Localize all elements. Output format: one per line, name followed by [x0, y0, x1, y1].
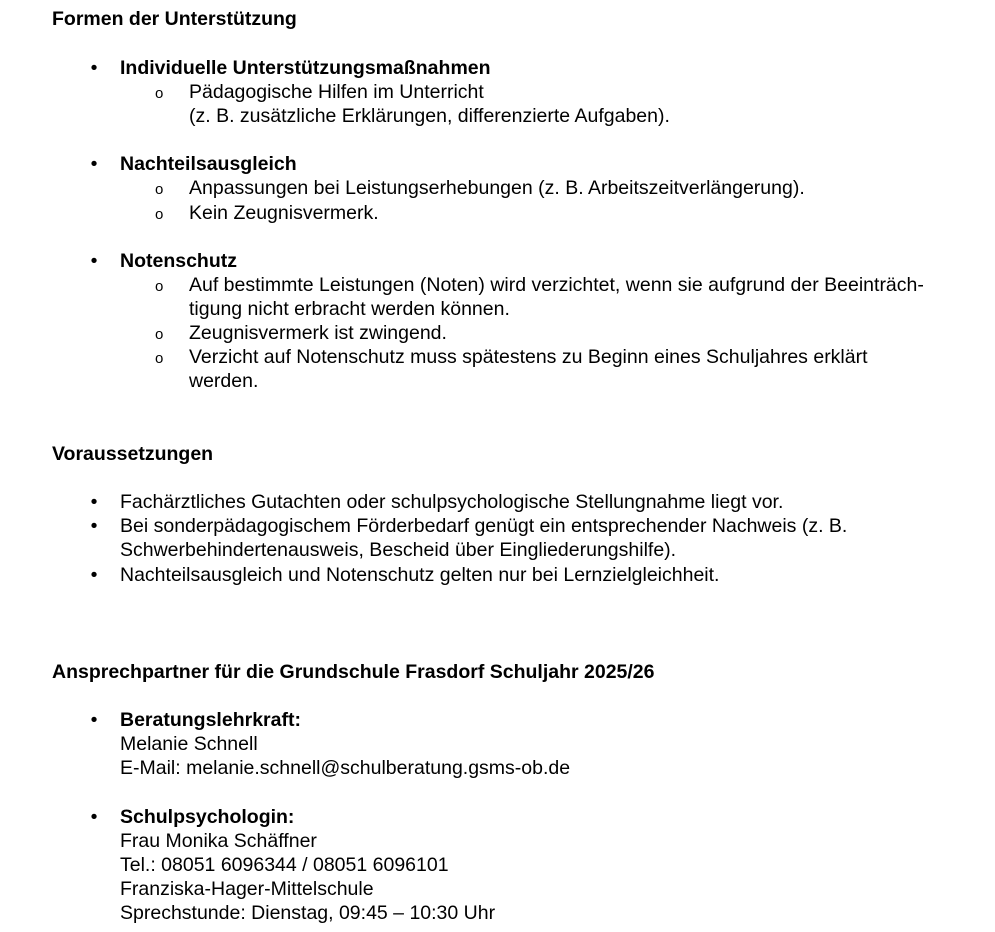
list-item: Nachteilsausgleich und Notenschutz gelten nur bei Lernzielgleichheit. [120, 564, 720, 586]
heading-formen: Formen der Unterstützung [52, 8, 297, 30]
list-item-cont: Schwerbehindertenausweis, Bescheid über Eingliederungshilfe). [120, 539, 677, 561]
list-item: Bei sonderpädagogischem Förderbedarf genügt ein entsprechender Nachweis (z. B. [120, 515, 848, 537]
sub-item-cont: werden. [189, 370, 259, 392]
sub-item: Verzicht auf Notenschutz muss spätestens zu Beginn eines Schuljahres erklärt [189, 346, 868, 368]
bullet-icon: • [90, 491, 98, 513]
item-title-individuelle: Individuelle Unterstützungsmaßnahmen [120, 57, 491, 79]
sub-item-cont: (z. B. zusätzliche Erklärungen, differenzierte Aufgaben). [189, 105, 670, 127]
contact-role: Schulpsychologin: [120, 806, 295, 828]
heading-ansprechpartner: Ansprechpartner für die Grundschule Frasdorf Schuljahr 2025/26 [52, 661, 655, 683]
sub-item: Pädagogische Hilfen im Unterricht [189, 81, 484, 103]
bullet-icon: • [90, 564, 98, 586]
circle-bullet-icon: o [155, 206, 164, 223]
heading-voraussetzungen: Voraussetzungen [52, 443, 214, 465]
circle-bullet-icon: o [155, 85, 164, 102]
contact-hours: Sprechstunde: Dienstag, 09:45 – 10:30 Uhr [120, 902, 496, 924]
bullet-icon: • [90, 515, 98, 537]
contact-email[interactable]: E-Mail: melanie.schnell@schulberatung.gsms-ob.de [120, 757, 571, 779]
bullet-icon: • [90, 153, 98, 175]
sub-item: Anpassungen bei Leistungserhebungen (z. B. Arbeitszeitverlängerung). [189, 177, 805, 199]
contact-phone: Tel.: 08051 6096344 / 08051 6096101 [120, 854, 449, 876]
circle-bullet-icon: o [155, 181, 164, 198]
contact-name: Melanie Schnell [120, 733, 258, 755]
list-item: Fachärztliches Gutachten oder schulpsychologische Stellungnahme liegt vor. [120, 491, 784, 513]
sub-item: Kein Zeugnisvermerk. [189, 202, 379, 224]
circle-bullet-icon: o [155, 278, 164, 295]
item-title-nachteilsausgleich: Nachteilsausgleich [120, 153, 297, 175]
sub-item: Auf bestimmte Leistungen (Noten) wird verzichtet, wenn sie aufgrund der Beeinträch- [189, 274, 924, 296]
sub-item: Zeugnisvermerk ist zwingend. [189, 322, 447, 344]
bullet-icon: • [90, 57, 98, 79]
circle-bullet-icon: o [155, 350, 164, 367]
contact-school: Franziska-Hager-Mittelschule [120, 878, 374, 900]
contact-role: Beratungslehrkraft: [120, 709, 301, 731]
circle-bullet-icon: o [155, 326, 164, 343]
bullet-icon: • [90, 250, 98, 272]
sub-item-cont: tigung nicht erbracht werden können. [189, 298, 510, 320]
bullet-icon: • [90, 806, 98, 828]
item-title-notenschutz: Notenschutz [120, 250, 237, 272]
bullet-icon: • [90, 709, 98, 731]
contact-name: Frau Monika Schäffner [120, 830, 317, 852]
